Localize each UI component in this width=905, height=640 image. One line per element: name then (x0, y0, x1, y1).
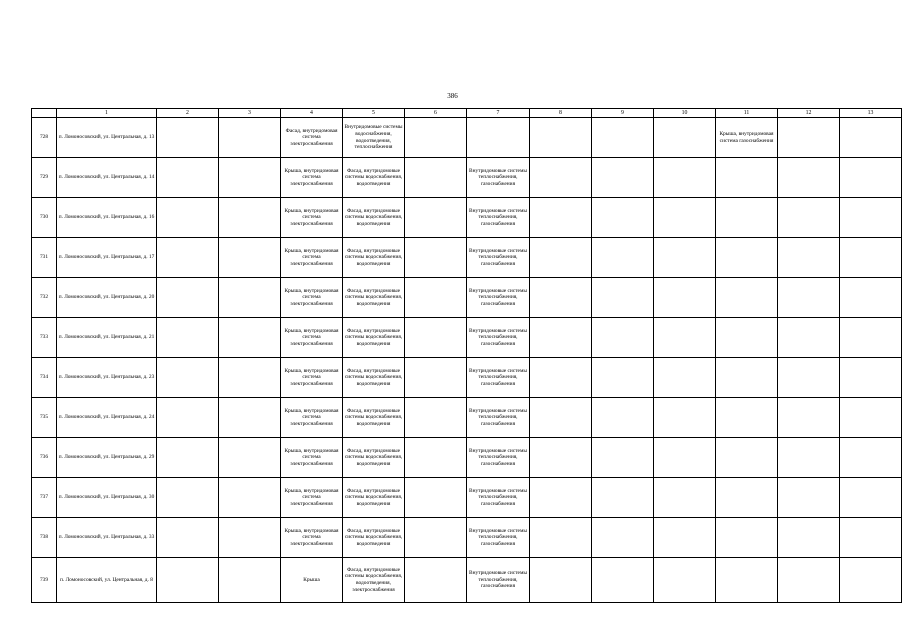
empty-cell (654, 238, 716, 278)
address-cell-text: п. Ломоносовский, ул. Центральная, д. 23 (58, 374, 155, 381)
row-number-text: 739 (39, 576, 49, 583)
empty-cell (840, 358, 902, 398)
empty-cell (654, 278, 716, 318)
empty-cell (778, 438, 840, 478)
work-cell-col5 (343, 438, 405, 478)
work-cell-col5 (343, 358, 405, 398)
work-cell-col11 (716, 278, 778, 318)
work-cell-col11 (716, 558, 778, 603)
empty-cell (840, 518, 902, 558)
header-cell-13: 13 (840, 109, 902, 118)
row-number-text: 733 (39, 334, 49, 341)
empty-cell (219, 118, 281, 158)
empty-cell (778, 478, 840, 518)
address-cell-text: п. Ломоносовский, ул. Центральная, д. 24 (58, 414, 155, 421)
table-row (32, 558, 902, 603)
empty-cell (778, 558, 840, 603)
empty-cell (405, 398, 467, 438)
work-cell-col7-text: Внутридомовые системы теплоснабжения, газоснабжения (469, 207, 527, 227)
empty-cell (530, 118, 592, 158)
header-cell-8: 8 (530, 109, 592, 118)
work-cell-col4 (281, 478, 343, 518)
column-number-row (32, 109, 902, 118)
empty-cell (592, 558, 654, 603)
empty-cell (592, 238, 654, 278)
work-cell-col7-text: Внутридомовые системы теплоснабжения, газоснабжения (469, 527, 527, 547)
empty-cell (654, 318, 716, 358)
address-cell (57, 358, 157, 398)
work-cell-col7-text: Внутридомовые системы теплоснабжения, газоснабжения (469, 247, 527, 267)
empty-cell (592, 118, 654, 158)
empty-cell (157, 478, 219, 518)
empty-cell (405, 118, 467, 158)
work-cell-col7-text: Внутридомовые системы теплоснабжения, газоснабжения (469, 287, 527, 307)
row-number (32, 238, 57, 278)
empty-cell (405, 318, 467, 358)
empty-cell (592, 278, 654, 318)
header-cell-10: 10 (654, 109, 716, 118)
work-cell-col7-text: Внутридомовые системы теплоснабжения, газоснабжения (469, 167, 527, 187)
work-cell-col7 (467, 238, 530, 278)
empty-cell (405, 478, 467, 518)
address-cell (57, 518, 157, 558)
empty-cell (405, 198, 467, 238)
address-cell (57, 438, 157, 478)
work-cell-col11 (716, 518, 778, 558)
table-row (32, 398, 902, 438)
empty-cell (840, 398, 902, 438)
page-number: 386 (447, 92, 458, 100)
header-cell-5: 5 (343, 109, 405, 118)
empty-cell (219, 398, 281, 438)
header-cell-12: 12 (778, 109, 840, 118)
row-number (32, 318, 57, 358)
header-cell-3: 3 (219, 109, 281, 118)
row-number-text: 728 (39, 134, 49, 141)
empty-cell (405, 438, 467, 478)
empty-cell (219, 278, 281, 318)
work-cell-col4-text: Крыша, внутридомовая система электроснабжения (284, 487, 339, 507)
empty-cell (157, 238, 219, 278)
empty-cell (219, 558, 281, 603)
header-cell-4: 4 (281, 109, 343, 118)
empty-cell (219, 158, 281, 198)
table-row (32, 358, 902, 398)
work-cell-col5-text: Фасад, внутридомовые системы водоснабжения, водоотведения (344, 367, 403, 387)
empty-cell (405, 518, 467, 558)
work-cell-col11 (716, 478, 778, 518)
empty-cell (840, 478, 902, 518)
empty-cell (530, 358, 592, 398)
address-cell-text: п. Ломоносовский, ул. Центральная, д. 16 (58, 214, 155, 221)
header-cell-11: 11 (716, 109, 778, 118)
work-cell-col11-text: Крыша, внутридомовая система газоснабжения (719, 130, 774, 144)
work-cell-col4-text: Крыша, внутридомовая система электроснабжения (284, 247, 339, 267)
work-cell-col7-text: Внутридомовые системы теплоснабжения, газоснабжения (469, 570, 527, 590)
row-number-text: 734 (39, 374, 49, 381)
address-cell-text: п. Ломоносовский, ул. Центральная, д. 13 (58, 134, 155, 141)
table-body (32, 118, 902, 603)
work-cell-col7-text: Внутридомовые системы теплоснабжения, газоснабжения (469, 447, 527, 467)
row-number-text: 737 (39, 494, 49, 501)
table-row (32, 438, 902, 478)
row-number-text: 736 (39, 454, 49, 461)
work-cell-col4-text: Крыша, внутридомовая система электроснабжения (284, 327, 339, 347)
empty-cell (157, 358, 219, 398)
empty-cell (219, 198, 281, 238)
empty-cell (654, 198, 716, 238)
work-cell-col7-text: Внутридомовые системы теплоснабжения, газоснабжения (469, 327, 527, 347)
work-cell-col7 (467, 158, 530, 198)
table-row (32, 198, 902, 238)
work-cell-col4 (281, 158, 343, 198)
work-cell-col4 (281, 518, 343, 558)
empty-cell (530, 158, 592, 198)
empty-cell (157, 158, 219, 198)
work-cell-col4 (281, 438, 343, 478)
work-cell-col5 (343, 478, 405, 518)
table-row (32, 478, 902, 518)
empty-cell (840, 198, 902, 238)
empty-cell (219, 318, 281, 358)
empty-cell (157, 198, 219, 238)
empty-cell (219, 238, 281, 278)
work-cell-col7 (467, 558, 530, 603)
work-cell-col7 (467, 318, 530, 358)
header-cell-6: 6 (405, 109, 467, 118)
empty-cell (654, 558, 716, 603)
table-row (32, 158, 902, 198)
empty-cell (219, 358, 281, 398)
header-cell-index (32, 109, 57, 118)
row-number (32, 398, 57, 438)
work-cell-col7 (467, 198, 530, 238)
work-cell-col4-text: Крыша, внутридомовая система электроснабжения (284, 527, 339, 547)
work-cell-col5-text: Фасад, внутридомовые системы водоснабжения, водоотведения (344, 167, 403, 187)
work-cell-col5-text: Фасад, внутридомовые системы водоснабжения, водоотведения (344, 287, 403, 307)
empty-cell (157, 518, 219, 558)
empty-cell (530, 558, 592, 603)
work-cell-col11 (716, 118, 778, 158)
work-cell-col4-text: Крыша, внутридомовая система электроснабжения (284, 367, 339, 387)
empty-cell (592, 518, 654, 558)
address-cell (57, 198, 157, 238)
work-cell-col5-text: Фасад, внутридомовые системы водоснабжения, водоотведения (344, 487, 403, 507)
work-cell-col5 (343, 118, 405, 158)
work-cell-col4-text: Крыша, внутридомовая система электроснабжения (284, 407, 339, 427)
address-cell (57, 118, 157, 158)
work-cell-col4 (281, 238, 343, 278)
empty-cell (778, 198, 840, 238)
work-cell-col11 (716, 438, 778, 478)
address-cell-text: п. Ломоносовский, ул. Центральная, д. 30 (58, 494, 155, 501)
work-cell-col5 (343, 318, 405, 358)
empty-cell (592, 358, 654, 398)
work-cell-col7-text: Внутридомовые системы теплоснабжения, газоснабжения (469, 487, 527, 507)
row-number (32, 118, 57, 158)
empty-cell (654, 398, 716, 438)
address-cell (57, 158, 157, 198)
address-cell (57, 398, 157, 438)
empty-cell (530, 318, 592, 358)
work-cell-col11 (716, 318, 778, 358)
row-number-text: 729 (39, 174, 49, 181)
empty-cell (405, 558, 467, 603)
work-cell-col4 (281, 278, 343, 318)
work-cell-col11 (716, 358, 778, 398)
header-cell-9: 9 (592, 109, 654, 118)
table-row (32, 518, 902, 558)
row-number (32, 558, 57, 603)
empty-cell (654, 358, 716, 398)
work-cell-col4-text: Крыша, внутридомовая система электроснабжения (284, 207, 339, 227)
address-cell-text: п. Ломоносовский, ул. Центральная, д. 17 (58, 254, 155, 261)
work-cell-col4 (281, 558, 343, 603)
work-cell-col7 (467, 478, 530, 518)
empty-cell (405, 278, 467, 318)
address-cell-text: п. Ломоносовский, ул. Центральная, д. 8 (60, 576, 153, 583)
empty-cell (840, 118, 902, 158)
empty-cell (654, 478, 716, 518)
row-number-text: 738 (39, 534, 49, 541)
empty-cell (157, 278, 219, 318)
work-cell-col5-text: Фасад, внутридомовые системы водоснабжения, водоотведения (344, 407, 403, 427)
empty-cell (840, 278, 902, 318)
header-cell-7: 7 (467, 109, 530, 118)
row-number-text: 735 (39, 414, 49, 421)
empty-cell (219, 478, 281, 518)
empty-cell (530, 238, 592, 278)
work-cell-col5 (343, 198, 405, 238)
work-cell-col7 (467, 438, 530, 478)
empty-cell (219, 438, 281, 478)
work-cell-col5 (343, 158, 405, 198)
address-cell-text: п. Ломоносовский, ул. Центральная, д. 29 (58, 454, 155, 461)
capital-repair-table (31, 108, 902, 603)
address-cell (57, 238, 157, 278)
empty-cell (654, 518, 716, 558)
empty-cell (530, 198, 592, 238)
work-cell-col4 (281, 358, 343, 398)
work-cell-col7-text: Внутридомовые системы теплоснабжения, газоснабжения (469, 407, 527, 427)
empty-cell (592, 318, 654, 358)
work-cell-col7 (467, 118, 530, 158)
work-cell-col5-text: Фасад, внутридомовые системы водоснабжения, водоотведения (344, 247, 403, 267)
work-cell-col4-text: Крыша (303, 576, 320, 583)
work-cell-col5-text: Внутридомовые системы водоснабжения, водоотведения, теплоснабжения (344, 124, 403, 151)
row-number (32, 518, 57, 558)
empty-cell (778, 518, 840, 558)
work-cell-col7-text: Внутридомовые системы теплоснабжения, газоснабжения (469, 367, 527, 387)
empty-cell (778, 278, 840, 318)
empty-cell (530, 478, 592, 518)
empty-cell (592, 438, 654, 478)
table-row (32, 238, 902, 278)
empty-cell (840, 158, 902, 198)
table-row (32, 118, 902, 158)
empty-cell (592, 158, 654, 198)
work-cell-col7 (467, 398, 530, 438)
row-number (32, 438, 57, 478)
work-cell-col5 (343, 238, 405, 278)
work-cell-col4 (281, 398, 343, 438)
empty-cell (405, 238, 467, 278)
empty-cell (405, 358, 467, 398)
address-cell-text: п. Ломоносовский, ул. Центральная, д. 21 (58, 334, 155, 341)
address-cell (57, 278, 157, 318)
row-number (32, 358, 57, 398)
empty-cell (840, 438, 902, 478)
empty-cell (778, 318, 840, 358)
work-cell-col5 (343, 278, 405, 318)
empty-cell (157, 118, 219, 158)
header-cell-2: 2 (157, 109, 219, 118)
row-number (32, 158, 57, 198)
row-number-text: 731 (39, 254, 49, 261)
header-cell-1: 1 (57, 109, 157, 118)
empty-cell (530, 278, 592, 318)
work-cell-col7 (467, 278, 530, 318)
empty-cell (157, 398, 219, 438)
work-cell-col5 (343, 398, 405, 438)
empty-cell (778, 358, 840, 398)
work-cell-col4 (281, 118, 343, 158)
address-cell-text: п. Ломоносовский, ул. Центральная, д. 20 (58, 294, 155, 301)
work-cell-col4-text: Фасад, внутридомовая система электроснабжения (285, 127, 338, 147)
work-cell-col5-text: Фасад, внутридомовые системы водоснабжения, водоотведения (344, 527, 403, 547)
empty-cell (840, 558, 902, 603)
empty-cell (778, 238, 840, 278)
work-cell-col4-text: Крыша, внутридомовая система электроснабжения (284, 447, 339, 467)
row-number-text: 730 (39, 214, 49, 221)
empty-cell (219, 518, 281, 558)
row-number (32, 198, 57, 238)
empty-cell (592, 478, 654, 518)
empty-cell (654, 158, 716, 198)
work-cell-col7 (467, 358, 530, 398)
empty-cell (592, 198, 654, 238)
empty-cell (840, 318, 902, 358)
work-cell-col4 (281, 318, 343, 358)
empty-cell (405, 158, 467, 198)
address-cell (57, 318, 157, 358)
work-cell-col5-text: Фасад, внутридомовые системы водоснабжения, водоотведения (344, 327, 403, 347)
row-number (32, 278, 57, 318)
work-cell-col5-text: Фасад, внутридомовые системы водоснабжения, водоотведения (344, 207, 403, 227)
empty-cell (778, 398, 840, 438)
empty-cell (840, 238, 902, 278)
empty-cell (654, 438, 716, 478)
address-cell (57, 558, 157, 603)
empty-cell (778, 158, 840, 198)
work-cell-col4-text: Крыша, внутридомовая система электроснабжения (284, 167, 339, 187)
work-cell-col4-text: Крыша, внутридомовая система электроснабжения (284, 287, 339, 307)
empty-cell (592, 398, 654, 438)
address-cell-text: п. Ломоносовский, ул. Центральная, д. 14 (58, 174, 155, 181)
empty-cell (157, 438, 219, 478)
empty-cell (157, 318, 219, 358)
address-cell-text: п. Ломоносовский, ул. Центральная, д. 33 (58, 534, 155, 541)
empty-cell (654, 118, 716, 158)
work-cell-col5-text: Фасад, внутридомовые системы водоснабжения, водоотведения (344, 447, 403, 467)
work-cell-col11 (716, 198, 778, 238)
table-row (32, 318, 902, 358)
work-cell-col4 (281, 198, 343, 238)
work-cell-col11 (716, 158, 778, 198)
address-cell (57, 478, 157, 518)
empty-cell (530, 438, 592, 478)
empty-cell (778, 118, 840, 158)
work-cell-col5 (343, 518, 405, 558)
work-cell-col11 (716, 238, 778, 278)
table-row (32, 278, 902, 318)
empty-cell (530, 398, 592, 438)
work-cell-col5 (343, 558, 405, 603)
empty-cell (530, 518, 592, 558)
row-number-text: 732 (39, 294, 49, 301)
work-cell-col5-text: Фасад, внутридомовые системы водоснабжения, водоотведения, электроснабжения (344, 566, 403, 593)
work-cell-col7 (467, 518, 530, 558)
empty-cell (157, 558, 219, 603)
work-cell-col11 (716, 398, 778, 438)
row-number (32, 478, 57, 518)
